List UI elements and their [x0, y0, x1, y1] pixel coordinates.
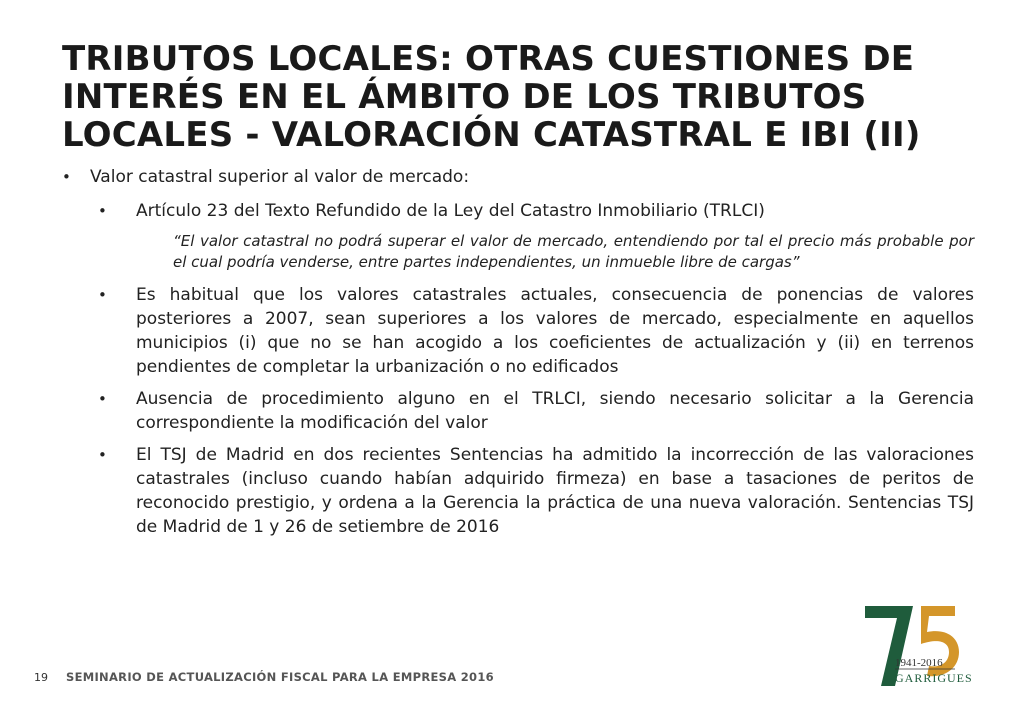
footer-seminar-title: SEMINARIO DE ACTUALIZACIÓN FISCAL PARA LA EMPRESA 2016: [66, 670, 494, 684]
logo-years-text: 1941-2016: [895, 657, 943, 669]
slide-title: [62, 40, 982, 154]
title-line-2: INTERÉS EN EL ÁMBITO DE LOS TRIBUTOS: [62, 77, 867, 117]
garrigues-logo-graphic: [855, 598, 990, 690]
bullet-valor-catastral: • Valor catastral superior al valor de mercado:: [62, 165, 974, 189]
legal-quote: “El valor catastral no podrá superar el valor de mercado, entendiendo por tal el precio más probable por el cual podría venderse, entre partes independientes, un inmueble libre de cargas”: [173, 232, 974, 271]
sub-bullet-ausencia-procedimiento: • Ausencia de procedimiento alguno en el TRLCI, siendo necesario solicitar a la Gerencia correspondiente la modificación del valor: [62, 387, 974, 435]
page-number: 19: [34, 671, 48, 684]
logo-brand-text: GARRIGUES: [895, 671, 973, 685]
sub-bullet-articulo-23: • Artículo 23 del Texto Refundido de la Ley del Catastro Inmobiliario (TRLCI): [62, 199, 974, 223]
sub-bullet-valores-superiores: • Es habitual que los valores catastrales actuales, consecuencia de ponencias de valores posteriores a 2007, sean superiores a los valores de mercado, especialmente en aquellos municipios (i) que no se han acogido a los coeficientes de actualización y (ii) en terrenos pendientes de completar la urbanización o no edificados: [62, 283, 974, 379]
sub-bullet-tsj-madrid: • El TSJ de Madrid en dos recientes Sentencias ha admitido la incorrección de las valoraciones catastrales (incluso cuando habían adquirido firmeza) en base a tasaciones de peritos de reconocido prestigio, y ordena a la Gerencia la práctica de una nueva valoración. Sentencias TSJ de Madrid de 1 y 26 de setiembre de 2016: [62, 443, 974, 539]
garrigues-75-logo: [855, 598, 990, 690]
slide-body: [62, 165, 974, 547]
title-line-3: LOCALES - VALORACIÓN CATASTRAL E IBI (II): [62, 115, 921, 155]
title-line-1: TRIBUTOS LOCALES: OTRAS CUESTIONES DE: [62, 39, 915, 79]
